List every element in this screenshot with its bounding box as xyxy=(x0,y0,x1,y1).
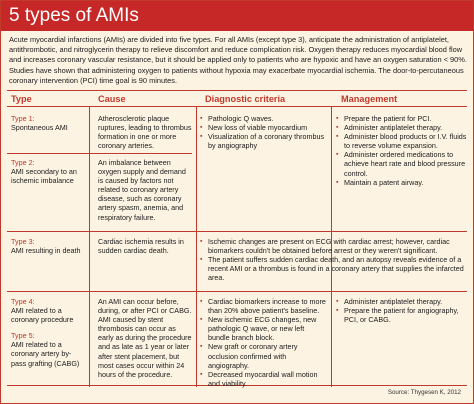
list-item: ▪ Administer antiplatelet therapy. xyxy=(335,297,467,306)
list-item: ▪ New loss of viable myocardium xyxy=(199,123,327,132)
list-item: ▪ Administer antiplatelet therapy. xyxy=(335,123,467,132)
column-divider xyxy=(89,107,90,387)
list-item: ▪ Visualization of a coronary thrombus by angiography xyxy=(199,132,327,150)
type-label: Type 2: xyxy=(11,158,35,167)
cause-cell: An imbalance between oxygen supply and demand is caused by factors not related to coronary artery disease, such as coronary artery spasm, anemia, and respiratory failure. xyxy=(98,158,186,222)
header-cause: Cause xyxy=(98,94,126,104)
row-divider xyxy=(7,153,192,154)
list-item: ▪ Pathologic Q waves. xyxy=(199,114,327,123)
row-divider xyxy=(7,291,467,292)
source-citation: Source: Thygesen K, 2012 xyxy=(387,389,461,396)
list-item: ▪ Decreased myocardial wall motion and viability. xyxy=(199,370,327,388)
table-row xyxy=(11,114,86,132)
cause-cell: An AMI can occur before, during, or after PCI or CABG. AMI caused by stent thrombosis can occur as early as during the procedure and as late as 1 year or later after stent placement, but most cases occur within 24 hours of the procedure. xyxy=(98,297,192,379)
list-item: ▪ The patient suffers sudden cardiac death, and an autopsy reveals evidence of a recent AMI or a thrombus is found in a coronary artery that supplies the infarcted area. xyxy=(199,255,465,282)
type-description: AMI resulting in death xyxy=(11,246,81,256)
diagnostic-cell xyxy=(199,297,327,388)
diagnostic-cell xyxy=(199,114,327,150)
intro-paragraph: Acute myocardial infarctions (AMIs) are divided into five types. For all AMIs (except type 3), anticipate the administration of antiplatelet, antithrombotic, and nitroglycerin therapy to relieve discomfort and reduce complication risk. Oxygen therapy reduces myocardial blood flow and increases coronary vascular resistance, but it should be applied only to patients who are hypoxic and have an oxygen saturation < 90%. Studies have shown that administering oxygen to patients without hypoxia may exacerbate myocardial ischemia. The door-to-percutaneous coronary intervention (PCI) time goal is 90 minutes. xyxy=(9,35,467,85)
row-divider xyxy=(7,231,467,232)
table-row xyxy=(11,158,86,185)
type-label: Type 5: xyxy=(11,331,35,341)
header-diagnostic-criteria: Diagnostic criteria xyxy=(205,94,286,104)
type-description: AMI related to a coronary procedure xyxy=(11,306,74,325)
list-item: ▪ Administer blood products or I.V. fluids to reverse volume expansion. xyxy=(335,132,467,150)
list-item: ▪ Maintain a patent airway. xyxy=(335,178,467,187)
table-top-rule xyxy=(7,90,467,91)
header-rule xyxy=(7,106,467,107)
card-title: 5 types of AMIs xyxy=(1,1,473,31)
management-cell xyxy=(335,114,467,187)
type-label: Type 3: xyxy=(11,237,35,246)
cause-cell: Atherosclerotic plaque ruptures, leading to thrombus formation in one or more coronary arteries. xyxy=(98,114,192,151)
table-row xyxy=(11,237,86,255)
list-item: ▪ Prepare the patient for PCI. xyxy=(335,114,467,123)
column-divider xyxy=(196,107,197,387)
list-item: ▪ New graft or coronary artery occlusion confirmed with angiography. xyxy=(199,342,327,369)
header-type: Type xyxy=(11,94,32,104)
list-item: ▪ Cardiac biomarkers increase to more than 20% above patient's baseline. xyxy=(199,297,327,315)
management-cell xyxy=(335,297,467,324)
type-description: AMI secondary to an ischemic imbalance xyxy=(11,167,77,186)
list-item: ▪ Administer ordered medications to achieve heart rate and blood pressure control. xyxy=(335,150,467,177)
list-item: ▪ Ischemic changes are present on ECG with cardiac arrest; however, cardiac biomarkers couldn't be obtained before arrest or they weren't significant. xyxy=(199,237,465,255)
table-row xyxy=(11,297,86,368)
type-description: Spontaneous AMI xyxy=(11,123,68,133)
type-label: Type 4: xyxy=(11,297,35,306)
type-description: AMI related to a coronary artery by-pass grafting (CABG) xyxy=(11,340,80,368)
list-item: ▪ Prepare the patient for angiography, PCI, or CABG. xyxy=(335,306,467,324)
list-item: ▪ New ischemic ECG changes, new pathologic Q wave, or new left bundle branch block. xyxy=(199,315,327,342)
diagnostic-cell xyxy=(199,237,465,282)
cause-cell: Cardiac ischemia results in sudden cardiac death. xyxy=(98,237,184,256)
type-label: Type 1: xyxy=(11,114,35,123)
header-management: Management xyxy=(341,94,398,104)
